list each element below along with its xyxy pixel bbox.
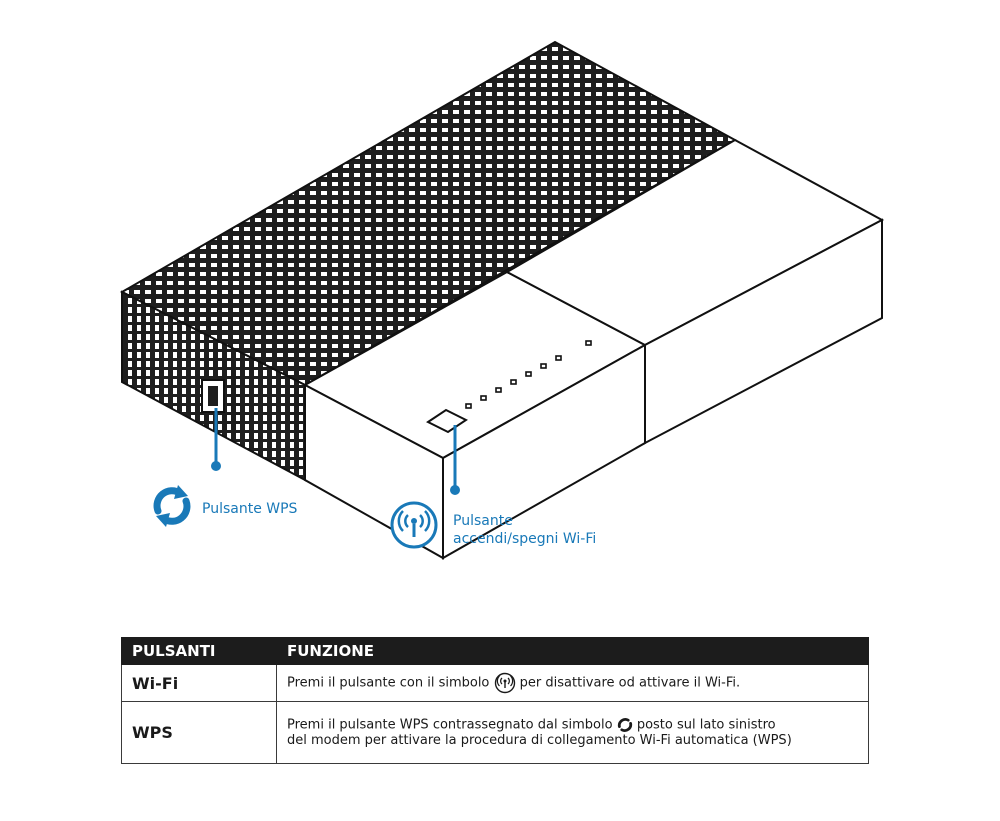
- wifi-antenna-icon: [392, 503, 436, 547]
- buttons-function-table: [121, 637, 869, 764]
- table-header-row: [122, 638, 869, 665]
- wps-desc-line2: del modem per attivare la procedura di collegamento Wi-Fi automatica (WPS): [287, 733, 792, 748]
- table-row: [122, 702, 869, 764]
- wps-callout-label: Pulsante WPS: [202, 501, 298, 517]
- wifi-desc-before: Premi il pulsante con il simbolo: [287, 675, 490, 691]
- wifi-callout-label: [453, 512, 596, 548]
- row-key-wifi: Wi-Fi: [122, 665, 277, 702]
- row-key-wps: WPS: [122, 702, 277, 764]
- wifi-desc-after: per disattivare od attivare il Wi-Fi.: [519, 675, 741, 691]
- header-funzione: FUNZIONE: [277, 638, 869, 665]
- header-pulsanti: PULSANTI: [122, 638, 277, 665]
- wps-icon: [156, 485, 188, 527]
- wifi-antenna-icon: [494, 672, 516, 694]
- wps-desc-before: Premi il pulsante WPS contrassegnato dal simbolo: [287, 717, 613, 733]
- wps-desc-after: posto sul lato sinistro: [636, 717, 776, 733]
- wps-desc-line1: [287, 717, 858, 733]
- wps-icon: [617, 717, 633, 733]
- wifi-callout-line2: accendi/spegni Wi-Fi: [453, 531, 597, 547]
- row-desc-wifi: [277, 665, 869, 702]
- row-desc-wps: [277, 702, 869, 764]
- table-row: [122, 665, 869, 702]
- wifi-callout-line1: Pulsante: [453, 513, 513, 529]
